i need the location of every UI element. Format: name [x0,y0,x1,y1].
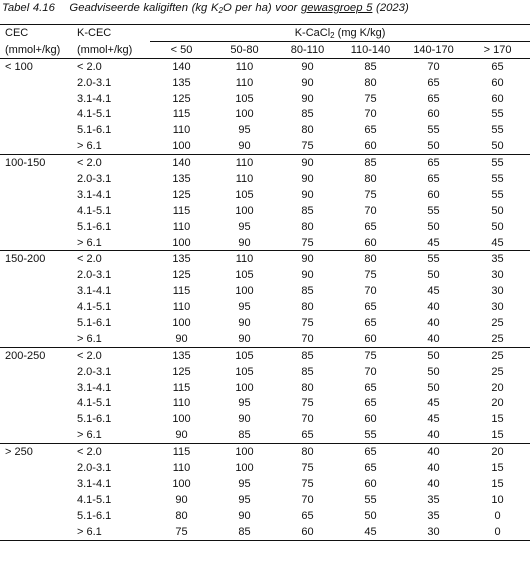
value-cell: 100 [172,413,191,426]
value-cell: 85 [301,285,314,298]
cec-cell [0,364,75,380]
value-cell: 25 [465,347,530,363]
value-cell: 50 [427,381,440,394]
column-header: 110-140 [339,41,402,58]
value-cell: 30 [491,285,504,298]
table-row [0,299,530,315]
value-cell: 45 [427,285,440,298]
cec-cell: < 100 [0,58,75,74]
cec-cell [0,460,75,476]
value-cell: 55 [427,204,440,217]
value-cell: 20 [465,444,530,460]
cec-cell: 150-200 [0,251,75,267]
value-cell: 50 [427,220,440,233]
header-cec-line1: CEC [0,25,75,42]
value-cell: 40 [427,461,440,474]
value-cell: 75 [301,477,314,490]
cec-cell [0,427,75,443]
table-row [0,380,530,396]
table-row [0,75,530,91]
value-cell: 70 [402,58,465,74]
table-row [0,155,530,171]
value-cell: 45 [339,524,402,540]
kcec-cell: 3.1-4.1 [77,285,112,298]
value-cell: 90 [301,188,314,201]
value-cell: 80 [301,301,314,314]
value-cell: 35 [465,251,530,267]
value-cell: 65 [427,172,440,185]
value-cell: 100 [235,204,254,217]
cec-cell [0,380,75,396]
value-cell: 75 [301,140,314,153]
value-cell: 110 [235,172,254,185]
value-cell: 55 [491,124,504,137]
value-cell: 65 [364,461,377,474]
value-cell: 125 [172,365,191,378]
value-cell: 50 [491,140,504,153]
header-row-1 [0,25,530,42]
value-cell: 110 [172,124,191,137]
value-cell: 110 [172,220,191,233]
table-row [0,315,530,331]
table-row [0,364,530,380]
value-cell: 110 [172,461,191,474]
value-cell: 75 [301,397,314,410]
cec-cell [0,91,75,107]
value-cell: 65 [364,381,377,394]
kcec-cell: > 6.1 [75,524,150,540]
table-row [0,411,530,427]
header-kcacl-label-a: K-CaCl [294,26,331,39]
table-row [0,251,530,267]
cec-cell [0,476,75,492]
table-row [0,524,530,540]
value-cell: 65 [364,124,377,137]
kcec-cell: 5.1-6.1 [77,316,112,329]
cec-cell: 200-250 [0,347,75,363]
value-cell: 15 [491,477,504,490]
kcec-cell: < 2.0 [75,347,150,363]
kcec-cell: 3.1-4.1 [77,188,112,201]
caption-title-b: O per ha) voor [222,2,301,14]
table-row [0,187,530,203]
cec-cell [0,395,75,411]
value-cell: 110 [172,301,191,314]
value-cell: 110 [213,155,276,171]
value-cell: 135 [150,251,213,267]
kcec-cell: < 2.0 [75,58,150,74]
value-cell: 125 [172,188,191,201]
table-row [0,235,530,251]
value-cell: 65 [301,429,314,442]
kcec-cell: 2.0-3.1 [77,269,112,282]
value-cell: 100 [235,381,254,394]
header-kcacl-sub: 2 [330,30,335,40]
value-cell: 95 [238,220,251,233]
value-cell: 0 [465,524,530,540]
table-row [0,219,530,235]
kcec-cell: > 6.1 [77,332,102,345]
value-cell: 80 [301,381,314,394]
kcec-cell: 4.1-5.1 [77,108,112,121]
kcec-cell: 5.1-6.1 [77,124,112,137]
cec-cell [0,283,75,299]
value-cell: 105 [235,92,254,105]
value-cell: 50 [491,204,504,217]
cec-cell [0,331,75,347]
table-row [0,331,530,347]
value-cell: 40 [427,301,440,314]
value-cell: 90 [175,429,188,442]
kcec-cell: 2.0-3.1 [77,461,112,474]
cec-cell [0,235,75,251]
value-cell: 125 [172,92,191,105]
value-cell: 45 [427,236,440,249]
cec-cell [0,492,75,508]
value-cell: 20 [491,381,504,394]
value-cell: 85 [339,155,402,171]
value-cell: 80 [276,444,339,460]
cec-cell [0,219,75,235]
value-cell: 55 [491,108,504,121]
value-cell: 85 [339,58,402,74]
kcec-cell: 3.1-4.1 [77,381,112,394]
value-cell: 140 [150,58,213,74]
header-kcec-line1: K-CEC [75,25,150,42]
value-cell: 50 [364,509,377,522]
value-cell: 80 [364,76,377,89]
value-cell: 100 [172,236,191,249]
value-cell: 65 [364,301,377,314]
kcec-cell: 4.1-5.1 [77,204,112,217]
value-cell: 90 [238,509,251,522]
value-cell: 65 [339,444,402,460]
value-cell: 10 [491,493,504,506]
cec-cell [0,411,75,427]
column-header: < 50 [150,41,213,58]
value-cell: 110 [213,58,276,74]
value-cell: 65 [402,155,465,171]
value-cell: 90 [238,316,251,329]
table-row [0,106,530,122]
value-cell: 90 [238,413,251,426]
value-cell: 100 [172,140,191,153]
value-cell: 90 [301,76,314,89]
cec-cell [0,524,75,540]
value-cell: 55 [491,188,504,201]
value-cell: 60 [364,413,377,426]
value-cell: 40 [427,316,440,329]
value-cell: 95 [238,301,251,314]
value-cell: 40 [427,332,440,345]
table-row [0,508,530,524]
value-cell: 65 [427,92,440,105]
value-cell: 90 [276,251,339,267]
header-kcacl-label-b: (mg K/kg) [334,26,386,39]
value-cell: 60 [364,332,377,345]
value-cell: 90 [238,140,251,153]
value-cell: 85 [238,429,251,442]
table-row [0,492,530,508]
value-cell: 80 [301,124,314,137]
value-cell: 80 [175,509,188,522]
value-cell: 0 [494,509,501,522]
value-cell: 40 [427,477,440,490]
value-cell: 55 [364,493,377,506]
value-cell: 70 [364,365,377,378]
table-row [0,395,530,411]
table-row [0,283,530,299]
value-cell: 85 [301,204,314,217]
value-cell: 30 [491,301,504,314]
value-cell: 60 [491,76,504,89]
table-row [0,444,530,460]
kcec-cell: 2.0-3.1 [77,172,112,185]
table-row [0,427,530,443]
value-cell: 100 [213,444,276,460]
table-row [0,138,530,154]
cec-cell [0,187,75,203]
value-cell: 80 [301,220,314,233]
value-cell: 85 [301,365,314,378]
value-cell: 75 [364,92,377,105]
value-cell: 20 [491,397,504,410]
value-cell: 95 [238,493,251,506]
table-row [0,203,530,219]
value-cell: 105 [235,269,254,282]
value-cell: 50 [491,220,504,233]
caption-title-sub: 2 [218,6,223,15]
value-cell: 125 [172,269,191,282]
kcec-cell: 5.1-6.1 [77,509,112,522]
kcec-cell: > 6.1 [77,429,102,442]
value-cell: 65 [301,509,314,522]
value-cell: 60 [364,477,377,490]
kcec-cell: < 2.0 [75,251,150,267]
caption-title-a: Geadviseerde kaligiften (kg K [69,2,219,14]
table-row [0,91,530,107]
table-row [0,460,530,476]
value-cell: 85 [213,524,276,540]
value-cell: 15 [491,461,504,474]
value-cell: 70 [364,204,377,217]
value-cell: 100 [235,461,254,474]
value-cell: 100 [172,477,191,490]
cec-cell: 100-150 [0,155,75,171]
value-cell: 75 [150,524,213,540]
value-cell: 55 [491,172,504,185]
cec-cell [0,299,75,315]
value-cell: 90 [301,92,314,105]
table-row [0,171,530,187]
kcec-cell: < 2.0 [75,444,150,460]
value-cell: 55 [427,124,440,137]
value-cell: 55 [364,429,377,442]
value-cell: 40 [402,444,465,460]
value-cell: 75 [301,316,314,329]
value-cell: 110 [172,397,191,410]
value-cell: 115 [172,285,191,298]
value-cell: 30 [402,524,465,540]
value-cell: 95 [238,397,251,410]
value-cell: 75 [364,269,377,282]
table-row [0,122,530,138]
header-kcacl-label [150,25,530,42]
value-cell: 90 [175,332,188,345]
column-header: 140-170 [402,41,465,58]
value-cell: 90 [301,172,314,185]
value-cell: 95 [238,477,251,490]
kcec-cell: 5.1-6.1 [77,220,112,233]
kcec-cell: > 6.1 [77,236,102,249]
value-cell: 25 [491,316,504,329]
header-row-2 [0,41,530,58]
column-header: > 170 [465,41,530,58]
value-cell: 70 [364,108,377,121]
value-cell: 50 [427,269,440,282]
cec-cell [0,203,75,219]
value-cell: 115 [172,381,191,394]
header-kcec-line2: (mmol+/kg) [75,41,150,58]
value-cell: 60 [427,108,440,121]
value-cell: 70 [301,413,314,426]
value-cell: 95 [238,124,251,137]
value-cell: 75 [339,347,402,363]
value-cell: 90 [238,332,251,345]
caption-prefix: Tabel 4.16 [2,2,55,14]
table-row [0,267,530,283]
value-cell: 115 [172,204,191,217]
value-cell: 70 [301,332,314,345]
value-cell: 65 [427,76,440,89]
value-cell: 25 [491,332,504,345]
column-header: 50-80 [213,41,276,58]
value-cell: 65 [364,397,377,410]
value-cell: 75 [364,188,377,201]
kcec-cell: < 2.0 [75,155,150,171]
cec-cell [0,315,75,331]
kcec-cell: 3.1-4.1 [77,92,112,105]
table-row [0,347,530,363]
table-caption [2,2,528,14]
cec-cell [0,75,75,91]
kcec-cell: > 6.1 [77,140,102,153]
value-cell: 80 [364,172,377,185]
value-cell: 105 [235,365,254,378]
kcec-cell: 2.0-3.1 [77,76,112,89]
value-cell: 135 [172,172,191,185]
value-cell: 65 [465,58,530,74]
value-cell: 45 [427,413,440,426]
value-cell: 105 [213,347,276,363]
cec-cell [0,267,75,283]
kcec-cell: 2.0-3.1 [77,365,112,378]
value-cell: 45 [491,236,504,249]
cec-cell [0,106,75,122]
value-cell: 60 [364,236,377,249]
value-cell: 75 [301,236,314,249]
value-cell: 140 [150,155,213,171]
table-row [0,476,530,492]
value-cell: 115 [150,444,213,460]
value-cell: 100 [235,285,254,298]
value-cell: 60 [364,140,377,153]
kcec-cell: 4.1-5.1 [77,397,112,410]
cec-cell [0,138,75,154]
kcec-cell: 5.1-6.1 [77,413,112,426]
value-cell: 25 [491,365,504,378]
cec-cell [0,508,75,524]
column-header: 80-110 [276,41,339,58]
value-cell: 50 [402,347,465,363]
kcec-cell: 4.1-5.1 [77,301,112,314]
kcec-cell: 3.1-4.1 [77,477,112,490]
value-cell: 45 [427,397,440,410]
value-cell: 65 [364,316,377,329]
value-cell: 90 [276,58,339,74]
value-cell: 100 [172,316,191,329]
header-cec-line2: (mmol+/kg) [0,41,75,58]
value-cell: 60 [276,524,339,540]
value-cell: 110 [235,76,254,89]
value-cell: 50 [427,140,440,153]
value-cell: 15 [491,429,504,442]
value-cell: 105 [235,188,254,201]
value-cell: 135 [172,76,191,89]
value-cell: 70 [364,285,377,298]
caption-link-gewasgroep[interactable]: gewasgroep 5 [300,2,373,14]
value-cell: 75 [301,461,314,474]
kcec-cell: 4.1-5.1 [77,493,112,506]
cec-cell: > 250 [0,444,75,460]
value-cell: 15 [491,413,504,426]
kali-table [0,24,530,541]
value-cell: 55 [402,251,465,267]
cec-cell [0,171,75,187]
value-cell: 100 [235,108,254,121]
value-cell: 90 [276,155,339,171]
value-cell: 110 [213,251,276,267]
value-cell: 60 [427,188,440,201]
value-cell: 85 [276,347,339,363]
value-cell: 65 [364,220,377,233]
value-cell: 135 [150,347,213,363]
value-cell: 115 [172,108,191,121]
caption-title-c: (2023) [372,2,409,14]
value-cell: 90 [175,493,188,506]
value-cell: 40 [427,429,440,442]
value-cell: 30 [491,269,504,282]
value-cell: 35 [427,493,440,506]
value-cell: 60 [491,92,504,105]
value-cell: 70 [301,493,314,506]
value-cell: 80 [339,251,402,267]
value-cell: 90 [301,269,314,282]
value-cell: 35 [427,509,440,522]
value-cell: 50 [427,365,440,378]
table-row [0,58,530,74]
cec-cell [0,122,75,138]
value-cell: 90 [238,236,251,249]
value-cell: 85 [301,108,314,121]
value-cell: 55 [465,155,530,171]
